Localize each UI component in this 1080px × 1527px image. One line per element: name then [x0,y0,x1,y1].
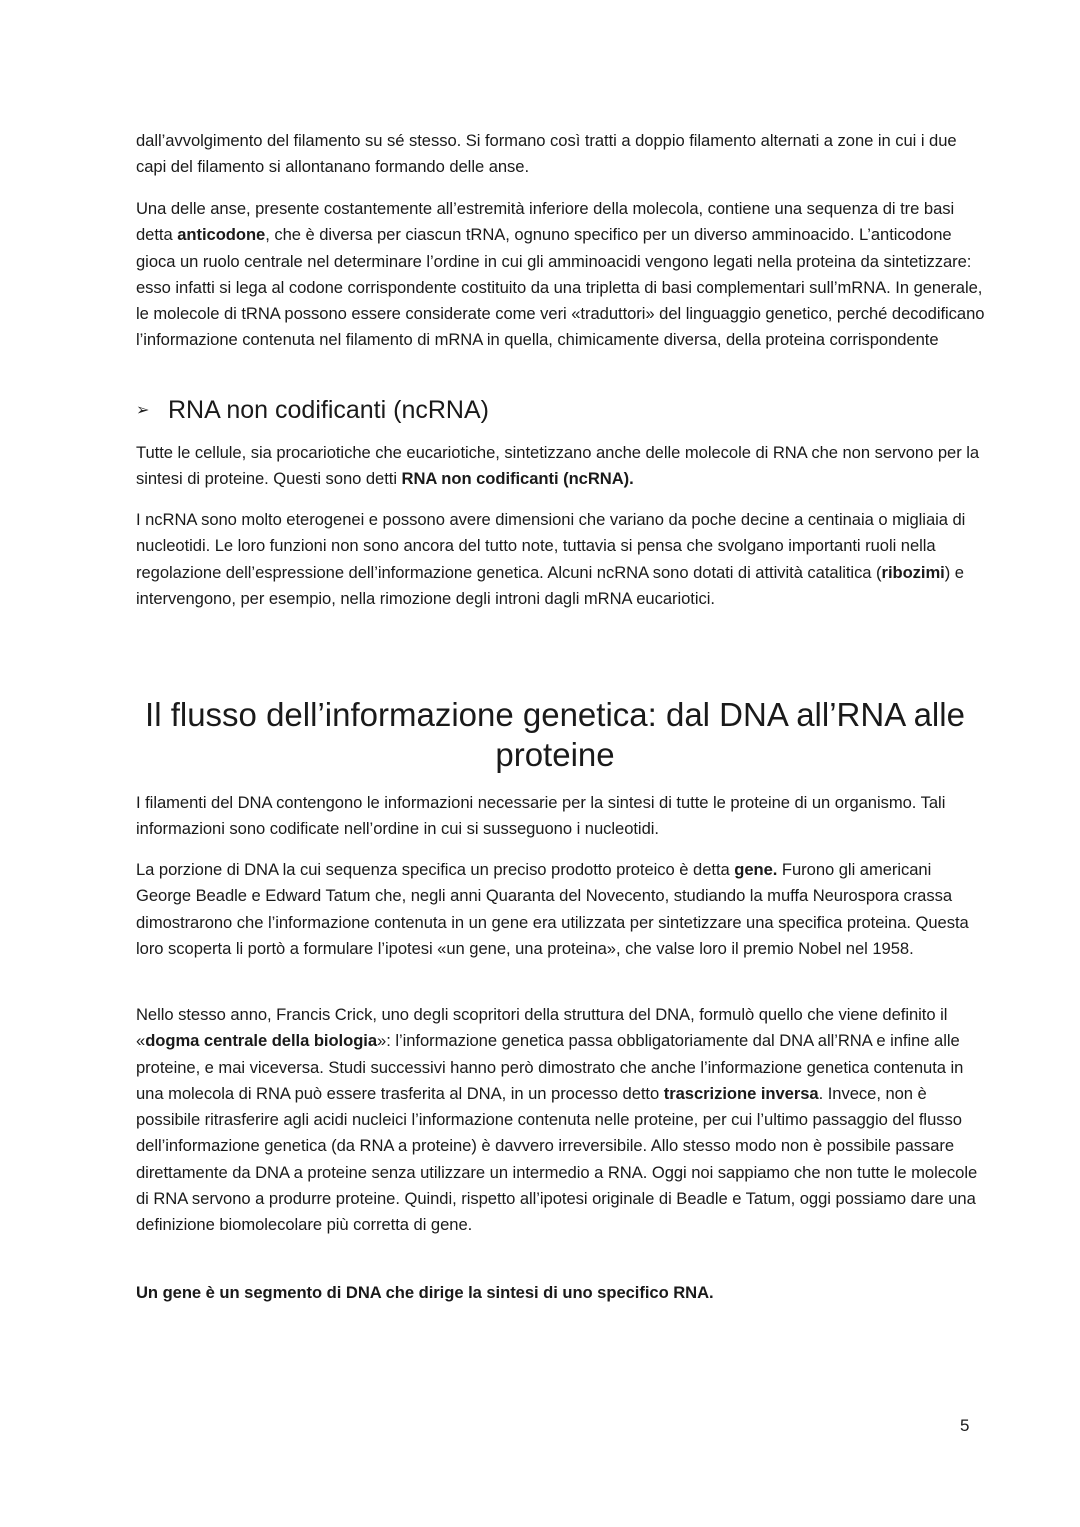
text-run: Nello stesso anno, Francis Crick, uno degli scopritori della struttura del DNA, formulò quello che viene definito il « [136,1005,948,1051]
subheading-ncrna [136,393,489,427]
text-run: I ncRNA sono molto eterogenei e possono avere dimensioni che variano da poche decine a centinaia o migliaia di nucleotidi. Le loro funzioni non sono ancora del tutto note, tuttavia si pensa che svolgano importanti ruoli nella regolazione dell’espressione dell’informazione genetica. Alcuni ncRNA sono dotati di attività catalitica ( [136,510,966,582]
gene-summary-bold: Un gene è un segmento di DNA che dirige la sintesi di uno specifico RNA. [136,1283,714,1302]
paragraph-dna-info [136,790,986,843]
term-dogma-centrale: dogma centrale della biologia [145,1031,378,1051]
section-title: Il flusso dell’informazione genetica: dal DNA all’RNA alle proteine [145,696,965,773]
subheading-text: RNA non codificanti (ncRNA) [168,395,489,424]
paragraph-ncrna-functions [136,507,986,612]
paragraph-trna-folding [136,128,986,181]
text-run: ) e intervengono, per esempio, nella rimozione degli introni dagli mRNA eucariotici. [136,562,964,608]
paragraph-ncrna-intro [136,440,986,493]
text-run: »: l’informazione genetica passa obbligatoriamente dal DNA all’RNA e infine alle proteine, e mai viceversa. Studi successivi hanno però dimostrato che anche l’informazione genetica contenuta in una molecola di RNA può essere trasferita al DNA, in un processo detto [136,1031,964,1103]
page-number: 5 [960,1416,970,1435]
term-gene: gene. [734,860,778,879]
text-run: dall’avvolgimento del filamento su sé stesso. Si formano così tratti a doppio filamento alternati a zone in cui i due capi del filamento si allontanano formando delle anse. [136,131,957,177]
text-run: Furono gli americani George Beadle e Edward Tatum che, negli anni Quaranta del Novecento, studiando la muffa Neurospora crassa dimostrarono che l’informazione contenuta in un gene era utilizzata per sintetizzare una specifica proteina. Questa loro scoperta li portò a formulare l’ipotesi «un gene, una proteina», che valse loro il premio Nobel nel 1958. [136,860,969,958]
text-run: . Invece, non è possibile ritrasferire agli acidi nucleici l’informazione contenuta nelle proteine, per cui l’ultimo passaggio del flusso dell’informazione genetica (da RNA a proteine) è davvero irreversibile. Allo stesso modo non è possibile passare direttamente da DNA a proteine senza utilizzare un intermedio a RNA. Oggi noi sappiamo che non tutte le molecole di RNA servono a produrre proteine. Quindi, rispetto all’ipotesi originale di Beadle e Tatum, oggi possiamo dare una definizione biomolecolare più corretta di gene. [136,1083,978,1235]
text-run: , che è diversa per ciascun tRNA, ognuno specifico per un diverso amminoacido. L’anticodone gioca un ruolo centrale nel determinare l’ordine in cui gli amminoacidi vengono legati nella proteina da sintetizzare: esso infatti si lega al codone corrispondente costituito da una tripletta di basi complementari sull’mRNA. In generale, le molecole di tRNA possono essere considerate come veri «traduttori» del linguaggio genetico, perché decodificano l’informazione contenuta nel filamento di mRNA in quella, chimicamente diversa, della proteina corrispondente [136,225,985,350]
paragraph-anticodone [136,196,986,354]
term-trascrizione-inversa: trascrizione inversa [663,1083,819,1103]
term-anticodone: anticodone [177,225,266,245]
paragraph-gene-definition [136,857,986,962]
term-ribozimi: ribozimi [881,562,945,582]
text-run: La porzione di DNA la cui sequenza specifica un preciso prodotto proteico è detta [136,860,735,879]
arrow-bullet-icon: ➢ [136,402,150,419]
text-run: Tutte le cellule, sia procariotiche che eucariotiche, sintetizzano anche delle molecole di RNA che non servono per la sintesi di proteine. Questi sono detti [136,443,980,489]
text-run: Una delle anse, presente costantemente all’estremità inferiore della molecola, contiene una sequenza di tre basi detta [136,199,955,245]
paragraph-central-dogma [136,1002,986,1239]
paragraph-gene-summary [136,1280,986,1306]
text-run: I filamenti del DNA contengono le informazioni necessarie per la sintesi di tutte le proteine di un organismo. Tali informazioni sono codificate nell’ordine in cui si susseguono i nucleotidi. [136,793,946,839]
term-ncrna: RNA non codificanti (ncRNA). [401,469,634,489]
